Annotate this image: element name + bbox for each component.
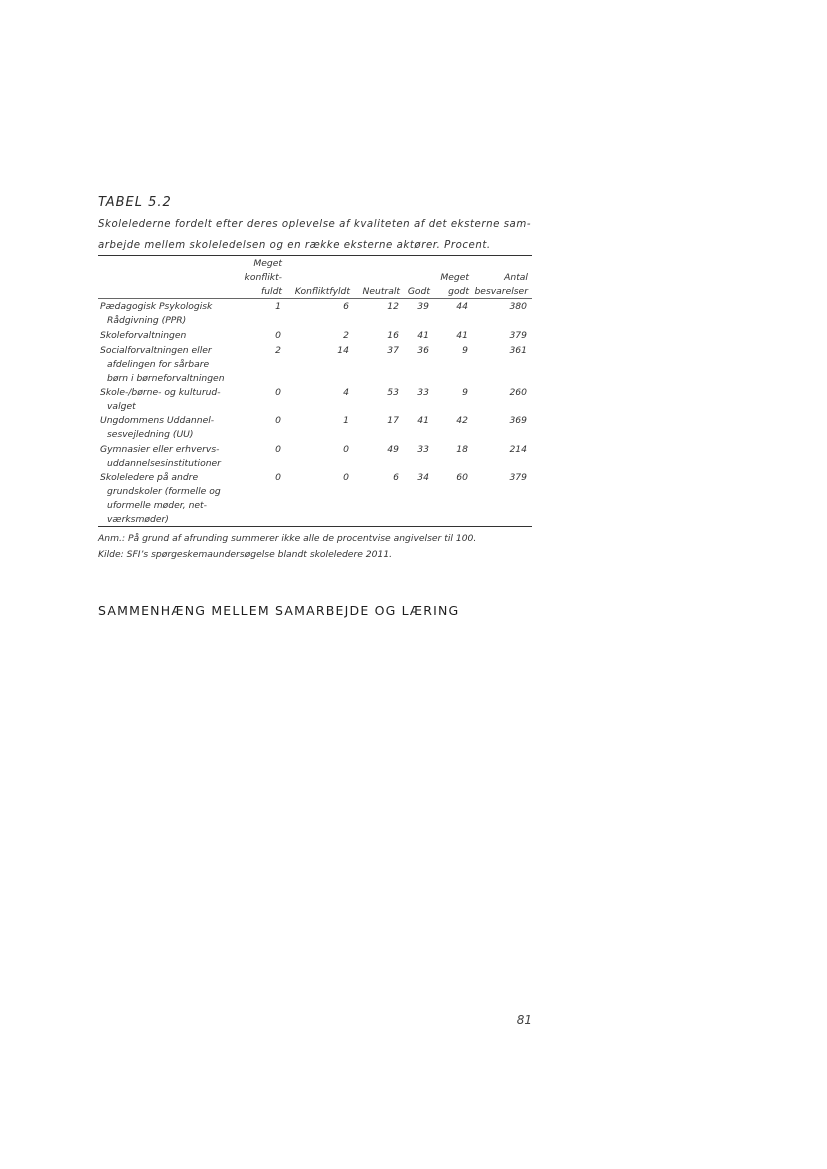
row-label-line: Socialforvaltningen eller [100, 345, 212, 356]
row-label [100, 386, 230, 414]
row-label-line: uformelle møder, net- [107, 500, 207, 511]
row-label [100, 344, 230, 386]
header-konfliktfyldt: Konfliktfyldt [294, 286, 350, 297]
header-line: Antal [504, 272, 528, 283]
table-cell: 260 [509, 387, 527, 398]
table-cell: 361 [509, 345, 527, 356]
table-cell: 379 [509, 330, 527, 341]
row-label-line: værksmøder) [107, 514, 169, 525]
table-cell: 36 [417, 345, 429, 356]
table-cell: 37 [387, 345, 399, 356]
table-cell: 49 [387, 444, 399, 455]
table-cell: 4 [343, 387, 349, 398]
row-label-line: Ungdommens Uddannel- [100, 415, 215, 426]
row-label-line: grundskoler (formelle og [107, 486, 221, 497]
header-meget-konfliktfuldt [220, 257, 282, 299]
header-line: Meget [253, 258, 282, 269]
table-cell: 1 [343, 415, 349, 426]
table-cell: 12 [387, 301, 399, 312]
table-header-rule [98, 298, 532, 299]
row-label-line: uddannelsesinstitutioner [107, 458, 221, 469]
header-line: besvarelser [474, 286, 528, 297]
table-title: TABEL 5.2 [98, 195, 172, 210]
header-antal-besvarelser [469, 271, 528, 299]
table-cell: 214 [509, 444, 527, 455]
table-cell: 369 [509, 415, 527, 426]
table-caption-line: arbejde mellem skoleledelsen og en række eksterne aktører. Procent. [98, 240, 491, 251]
table-cell: 53 [387, 387, 399, 398]
table-cell: 0 [343, 444, 349, 455]
table-cell: 16 [387, 330, 399, 341]
table-cell: 380 [509, 301, 527, 312]
row-label-line: Skoleledere på andre [100, 472, 199, 483]
table-cell: 60 [456, 472, 468, 483]
table-caption-line: Skolelederne fordelt efter deres oplevelse af kvaliteten af det eksterne sam- [98, 219, 532, 230]
table-caption [98, 214, 538, 256]
table-cell: 42 [456, 415, 468, 426]
header-line: Meget [440, 272, 469, 283]
row-label-line: Skole-/børne- og kulturud- [100, 387, 221, 398]
row-label [100, 329, 230, 343]
page-number: 81 [516, 1013, 532, 1027]
table-cell: 2 [275, 345, 281, 356]
table-cell: 41 [417, 415, 429, 426]
row-label [100, 443, 230, 471]
table-cell: 41 [417, 330, 429, 341]
table-cell: 14 [337, 345, 349, 356]
table-note: Anm.: På grund af afrunding summerer ikke alle de procentvise angivelser til 100. [98, 533, 477, 544]
table-cell: 1 [275, 301, 281, 312]
table-cell: 18 [456, 444, 468, 455]
header-line: fuldt [260, 286, 282, 297]
section-heading: SAMMENHÆNG MELLEM SAMARBEJDE OG LÆRING [98, 603, 460, 618]
table-cell: 9 [462, 387, 468, 398]
table-cell: 0 [275, 472, 281, 483]
row-label [100, 414, 230, 442]
table-cell: 379 [509, 472, 527, 483]
row-label-line: Skoleforvaltningen [100, 330, 187, 341]
table-cell: 0 [275, 330, 281, 341]
row-label-line: afdelingen for sårbare [107, 359, 210, 370]
row-label-line: Rådgivning (PPR) [107, 315, 187, 326]
table-cell: 33 [417, 444, 429, 455]
header-meget-godt [430, 271, 469, 299]
table-cell: 2 [343, 330, 349, 341]
table-cell: 6 [343, 301, 349, 312]
table-cell: 0 [275, 444, 281, 455]
table-top-rule [98, 255, 532, 256]
table-cell: 17 [387, 415, 399, 426]
table-bottom-rule [98, 526, 532, 527]
row-label-line: børn i børneforvaltningen [107, 373, 225, 384]
table-cell: 0 [275, 415, 281, 426]
table-cell: 6 [393, 472, 399, 483]
header-line: godt [448, 286, 469, 297]
table-source: Kilde: SFI’s spørgeskemaundersøgelse blandt skoleledere 2011. [98, 549, 393, 560]
row-label-line: Pædagogisk Psykologisk [100, 301, 213, 312]
table-cell: 39 [417, 301, 429, 312]
row-label-line: Gymnasier eller erhvervs- [100, 444, 220, 455]
table-cell: 9 [462, 345, 468, 356]
table-cell: 33 [417, 387, 429, 398]
row-label-line: valget [107, 401, 136, 412]
table-cell: 0 [343, 472, 349, 483]
table-cell: 0 [275, 387, 281, 398]
row-label-line: sesvejledning (UU) [107, 429, 194, 440]
row-label [100, 471, 230, 527]
header-line: konflikt- [244, 272, 282, 283]
table-cell: 44 [456, 301, 468, 312]
row-label [100, 300, 230, 328]
table-cell: 41 [456, 330, 468, 341]
table-cell: 34 [417, 472, 429, 483]
header-godt: Godt [407, 286, 430, 297]
header-neutralt: Neutralt [362, 286, 400, 297]
